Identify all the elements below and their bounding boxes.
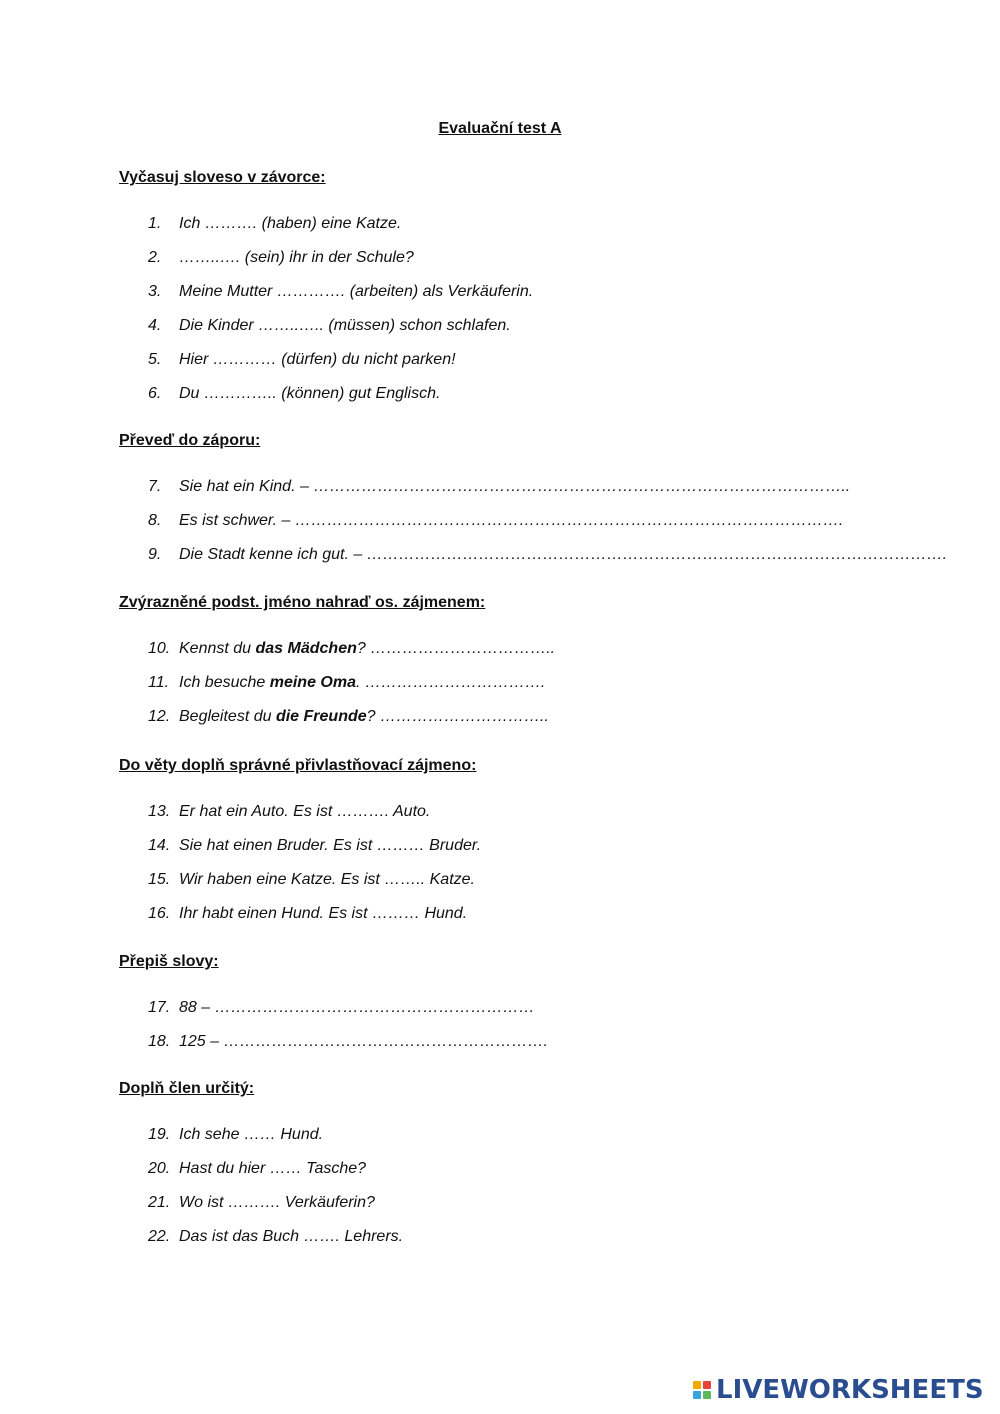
- exercise-item: [148, 803, 430, 821]
- item-text: Ich ………. (haben) eine Katze.: [179, 215, 402, 232]
- item-text: Ich besuche: [179, 674, 270, 691]
- item-number: 11.: [148, 674, 170, 691]
- exercise-item: [148, 1160, 366, 1178]
- exercise-item: [148, 905, 467, 923]
- item-text: Hast du hier …… Tasche?: [179, 1160, 367, 1177]
- section-heading: Doplň člen určitý:: [119, 1080, 255, 1097]
- item-number: 18.: [148, 1033, 171, 1050]
- item-text: ? …………………………..: [366, 708, 549, 725]
- item-number: 15.: [148, 871, 171, 888]
- item-number: 10.: [148, 640, 171, 657]
- exercise-item: [148, 478, 850, 496]
- exercise-item: [148, 351, 456, 369]
- logo-text: LIVEWORKSHEETS: [716, 1375, 984, 1405]
- exercise-item: [148, 317, 511, 335]
- section-heading: Vyčasuj sloveso v závorce:: [119, 169, 326, 186]
- item-number: 9.: [148, 546, 162, 563]
- item-text: 88 – ……………………………………………………: [179, 999, 535, 1016]
- exercise-item: [148, 640, 555, 658]
- item-text: 125 – …………………………………………………….: [179, 1033, 548, 1050]
- item-text: Du ………….. (können) gut Englisch.: [179, 385, 441, 402]
- exercise-item: [148, 1033, 548, 1051]
- logo-block: [703, 1391, 711, 1399]
- exercise-item: [148, 512, 843, 530]
- item-text: Ich sehe …… Hund.: [179, 1126, 324, 1143]
- item-text: Ihr habt einen Hund. Es ist ……… Hund.: [179, 905, 468, 922]
- item-number: 14.: [148, 837, 171, 854]
- exercise-item: [148, 999, 535, 1017]
- section-heading: Převeď do záporu:: [119, 432, 261, 449]
- logo-blocks-icon: [693, 1381, 711, 1399]
- item-number: 19.: [148, 1126, 171, 1143]
- item-number: 21.: [148, 1194, 171, 1211]
- item-text: Das ist das Buch ……. Lehrers.: [179, 1228, 404, 1245]
- item-text: Wir haben eine Katze. Es ist …….. Katze.: [179, 871, 475, 888]
- item-text: Die Kinder ……..….. (müssen) schon schlafen.: [179, 317, 511, 334]
- exercise-item: [148, 1194, 375, 1212]
- highlighted-noun: meine Oma: [269, 674, 356, 691]
- item-text: Hier ………… (dürfen) du nicht parken!: [179, 351, 456, 368]
- item-text: Wo ist ………. Verkäuferin?: [179, 1194, 375, 1211]
- logo-block: [693, 1381, 701, 1389]
- exercise-item: [148, 385, 440, 403]
- highlighted-noun: die Freunde: [275, 708, 367, 725]
- item-text: Meine Mutter …………. (arbeiten) als Verkäuferin.: [179, 283, 534, 300]
- section-heading: Zvýrazněné podst. jméno nahraď os. zájmenem:: [119, 594, 486, 611]
- item-text: Begleitest du: [179, 708, 276, 725]
- liveworksheets-logo: [693, 1376, 984, 1404]
- exercise-item: [148, 674, 545, 692]
- item-text: Die Stadt kenne ich gut. – ……………………………………………………………………………………………….: [179, 546, 948, 563]
- item-number: 5.: [148, 351, 162, 368]
- exercise-item: [148, 1228, 403, 1246]
- logo-block: [703, 1381, 711, 1389]
- exercise-item: [148, 249, 414, 267]
- exercise-item: [148, 871, 475, 889]
- section-heading: Přepiš slovy:: [119, 953, 219, 970]
- item-number: 20.: [148, 1160, 171, 1177]
- exercise-item: [148, 283, 533, 301]
- item-number: 13.: [148, 803, 171, 820]
- item-text: ? ……………………………..: [356, 640, 556, 657]
- exercise-item: [148, 215, 401, 233]
- item-number: 7.: [148, 478, 162, 495]
- item-number: 17.: [148, 999, 171, 1016]
- item-number: 16.: [148, 905, 171, 922]
- item-text: Sie hat ein Kind. – ………………………………………………………………………………………..: [179, 478, 851, 495]
- item-text: ……..…. (sein) ihr in der Schule?: [179, 249, 414, 266]
- exercise-item: [148, 546, 947, 564]
- logo-block: [693, 1391, 701, 1399]
- item-number: 8.: [148, 512, 162, 529]
- section-heading: Do věty doplň správné přivlastňovací zájmeno:: [119, 757, 477, 774]
- item-number: 2.: [148, 249, 162, 266]
- item-text: Sie hat einen Bruder. Es ist ……… Bruder.: [179, 837, 482, 854]
- item-text: Kennst du: [179, 640, 256, 657]
- item-number: 6.: [148, 385, 162, 402]
- exercise-item: [148, 708, 549, 726]
- item-text: . …………………………….: [356, 674, 546, 691]
- item-number: 12.: [148, 708, 171, 725]
- item-number: 4.: [148, 317, 162, 334]
- item-number: 1.: [148, 215, 162, 232]
- item-text: Er hat ein Auto. Es ist ………. Auto.: [179, 803, 431, 820]
- item-text: Es ist schwer. – ………………………………………………………………………………………….: [179, 512, 844, 529]
- page-title: Evaluační test A: [438, 120, 562, 137]
- exercise-item: [148, 1126, 323, 1144]
- exercise-item: [148, 837, 481, 855]
- highlighted-noun: das Mädchen: [255, 640, 357, 657]
- item-number: 22.: [148, 1228, 171, 1245]
- item-number: 3.: [148, 283, 162, 300]
